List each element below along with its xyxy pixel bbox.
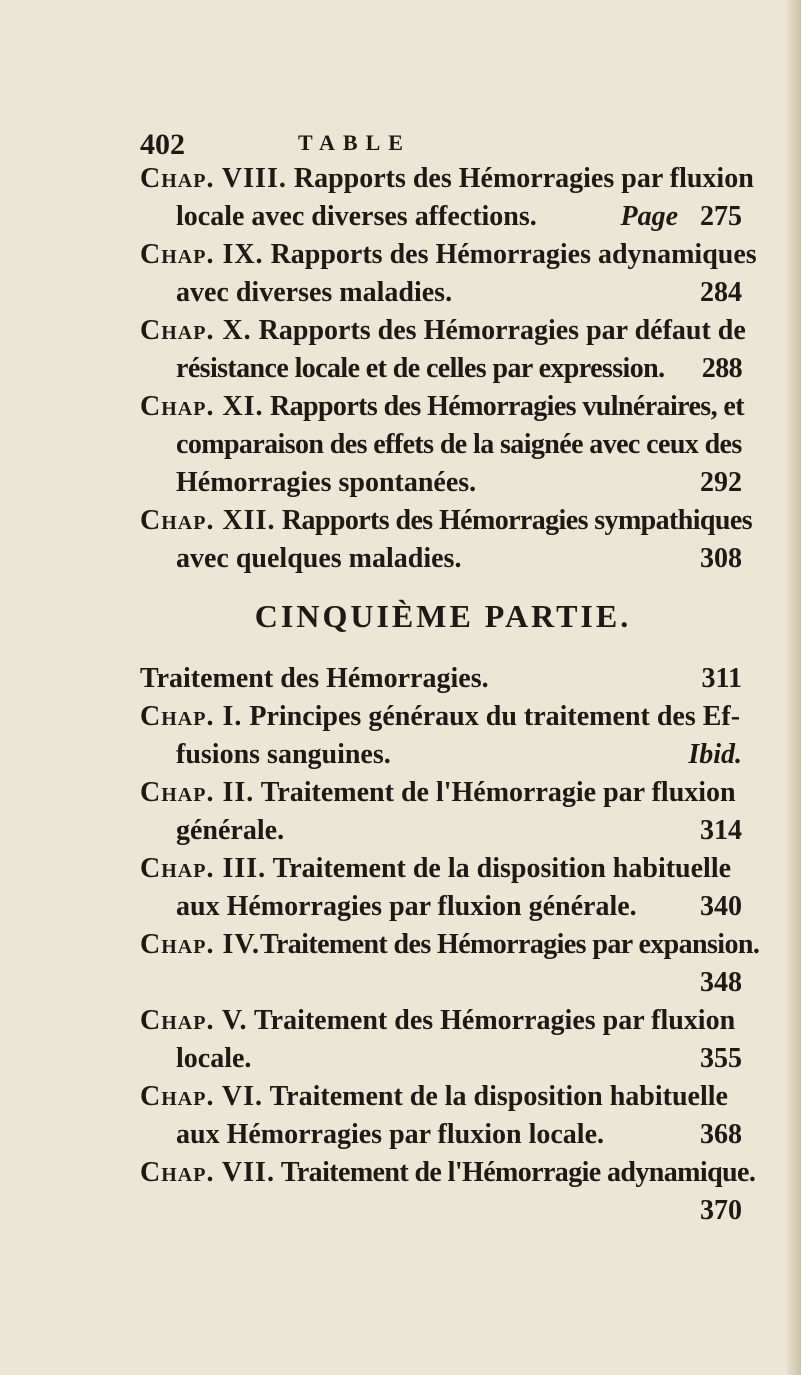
entry-text: aux Hémorragies par fluxion locale. [176, 1119, 604, 1150]
page-number: 402 [140, 128, 185, 161]
toc-entry-chap-2 [140, 774, 760, 850]
toc-entry-line [140, 426, 760, 464]
toc-entry-line [140, 1078, 760, 1116]
toc-entry-chap-9 [140, 236, 760, 312]
toc-entry-chap-11 [140, 388, 760, 502]
chapter-label: Chap. IX. [140, 239, 264, 270]
toc-entry-part-intro [140, 660, 760, 698]
entry-text: avec diverses maladies. [176, 277, 453, 308]
entry-text: résistance locale et de celles par expression. [176, 353, 665, 384]
chapter-label: Chap. VIII. [140, 163, 287, 194]
page-ref: 368 [700, 1119, 742, 1150]
page-label: Page [620, 201, 678, 232]
page-ref: Ibid. [688, 739, 742, 770]
toc-entry-chap-4 [140, 926, 760, 1002]
entry-text: Traitement de l'Hémorragie par fluxion [260, 777, 736, 808]
entry-text: Traitement de l'Hémorragie adynamique. [280, 1157, 756, 1188]
toc-entry-line [140, 1154, 760, 1192]
chapter-label: Chap. II. [140, 777, 255, 808]
entry-text: comparaison des effets de la saignée avec ceux des [176, 429, 742, 460]
page-header [140, 128, 760, 161]
entry-text: Traitement des Hémorragies par expansion. [259, 929, 760, 960]
toc-entry-chap-6 [140, 1078, 760, 1154]
entry-text: Rapports des Hémorragies par défaut de [258, 315, 746, 346]
toc-entry-line [140, 160, 760, 198]
entry-text: Traitement des Hémorragies. [140, 663, 489, 694]
toc-entry-chap-3 [140, 850, 760, 926]
toc-entry-line [140, 312, 760, 350]
chapter-label: Chap. XII. [140, 505, 276, 536]
toc-entry-line [140, 660, 760, 698]
page-ref: 288 [701, 353, 742, 384]
chapter-label: Chap. III. [140, 853, 267, 884]
toc-entry-line [140, 274, 760, 312]
toc-entry-line [140, 1116, 760, 1154]
page-ref: 292 [700, 467, 742, 498]
table-of-contents [140, 160, 760, 1230]
chapter-label: Chap. X. [140, 315, 252, 346]
toc-entry-chap-12 [140, 502, 760, 578]
chapter-label: Chap. XI. [140, 391, 264, 422]
section-title: CINQUIÈME PARTIE. [254, 598, 632, 634]
entry-text: Hémorragies spontanées. [176, 467, 477, 498]
toc-entry-line [140, 774, 760, 812]
entry-text: Rapports des Hémorragies vulnéraires, et [269, 391, 744, 422]
entry-text: générale. [176, 815, 285, 846]
entry-text: Rapports des Hémorragies par fluxion [293, 163, 754, 194]
toc-entry-line [140, 350, 760, 388]
toc-entry-line [140, 236, 760, 274]
entry-text: Traitement de la disposition habituelle [269, 1081, 728, 1112]
entry-text: avec quelques maladies. [176, 543, 462, 574]
toc-entry-line [140, 926, 760, 964]
toc-entry-line [140, 698, 760, 736]
entry-text: aux Hémorragies par fluxion générale. [176, 891, 637, 922]
chapter-label: Chap. VII. [140, 1157, 275, 1188]
page-ref: 348 [700, 967, 742, 998]
page-ref: 340 [700, 891, 742, 922]
page-ref: 284 [700, 277, 742, 308]
entry-text: Rapports des Hémorragies adynamiques [270, 239, 757, 270]
chapter-label: Chap. VI. [140, 1081, 264, 1112]
toc-entry-line [140, 736, 760, 774]
entry-text: Traitement de la disposition habituelle [272, 853, 732, 884]
toc-entry-line [140, 198, 760, 236]
entry-text: Traitement des Hémorragies par fluxion [254, 1005, 736, 1036]
toc-entry-chap-7 [140, 1154, 760, 1230]
toc-entry-line [140, 388, 760, 426]
page-ref: 311 [701, 663, 742, 694]
toc-entry-line [140, 1040, 760, 1078]
toc-entry-chap-5 [140, 1002, 760, 1078]
toc-entry-line [140, 540, 760, 578]
toc-entry-chap-8 [140, 160, 760, 236]
chapter-label: Chap. V. [140, 1005, 248, 1036]
entry-text: locale avec diverses affections. [176, 201, 537, 232]
entry-text: fusions sanguines. [176, 739, 391, 770]
toc-entry-line [140, 464, 760, 502]
page-ref: 355 [700, 1043, 742, 1074]
toc-entry-line [140, 850, 760, 888]
entry-text: Rapports des Hémorragies sympathiques [281, 505, 752, 536]
toc-entry-chap-10 [140, 312, 760, 388]
toc-entry-line [140, 502, 760, 540]
running-head: TABLE [298, 130, 411, 155]
page-edge [787, 0, 801, 1375]
toc-entry-line [140, 888, 760, 926]
chapter-label: Chap. IV. [140, 929, 260, 960]
chapter-label: Chap. I. [140, 701, 243, 732]
toc-entry-chap-1 [140, 698, 760, 774]
page-ref: 275 [700, 201, 742, 232]
toc-entry-line [140, 1002, 760, 1040]
toc-entry-line [140, 812, 760, 850]
page-ref: 308 [700, 543, 742, 574]
entry-text: locale. [176, 1043, 252, 1074]
page-ref: 314 [700, 815, 742, 846]
page-ref: 370 [700, 1195, 742, 1226]
entry-text: Principes généraux du traitement des Ef- [249, 701, 741, 732]
